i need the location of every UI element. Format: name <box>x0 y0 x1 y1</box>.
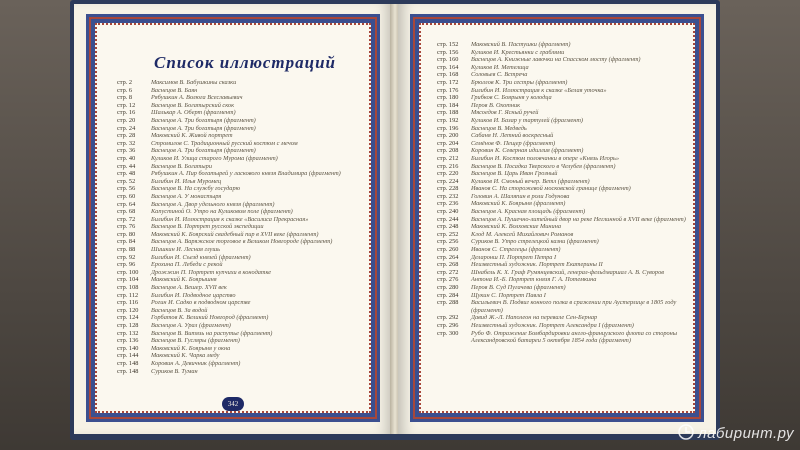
page-reference: стр. 264 <box>437 253 459 261</box>
illustration-caption: Васнецов В. Богатырский скок <box>151 101 235 109</box>
page-reference: стр. 300 <box>437 329 459 337</box>
list-item <box>437 163 705 171</box>
illustration-caption: Васнецов В. Портрет русской экспедиции <box>151 223 264 231</box>
page-reference: стр. 20 <box>117 116 136 124</box>
page-reference: стр. 60 <box>117 192 136 200</box>
page-reference: стр. 220 <box>437 170 459 178</box>
illustration-caption: Куликов И. Смоный вечер. Ветл (фрагмент) <box>471 177 590 185</box>
illustration-caption: Васнецов В. Посадка Тверского в Челубея (фрагмент) <box>471 162 616 170</box>
illustration-caption: Щукин С. Портрет Павла I <box>471 291 546 299</box>
list-item <box>117 170 377 178</box>
illustration-caption: Васнецов А. Урал (фрагмент) <box>151 322 231 329</box>
illustration-caption: Васнецов А. Двор удельного князя (фрагмент) <box>151 200 275 208</box>
ornamental-frame <box>86 14 380 422</box>
list-item <box>117 269 377 277</box>
page-reference: стр. 184 <box>437 101 459 109</box>
list-item <box>437 238 705 246</box>
left-page <box>74 4 392 434</box>
illustration-caption: Рябушкин А. Пир богатырей у ласкового князя Владимира (фрагмент) <box>151 170 341 178</box>
illustration-caption: Антона И.-Б. Портрет князя Г. А. Потемкина <box>471 276 597 284</box>
list-item <box>437 94 705 102</box>
list-item <box>117 246 377 254</box>
list-item <box>437 64 705 72</box>
page-reference: стр. 88 <box>117 246 136 254</box>
illustration-caption: Иванов С. Стрелецы (фрагмент) <box>471 246 561 254</box>
list-item <box>437 49 705 57</box>
page-reference: стр. 80 <box>117 230 136 238</box>
page-reference: стр. 144 <box>117 352 139 360</box>
page-reference: стр. 172 <box>437 78 459 86</box>
list-item <box>437 102 705 110</box>
page-reference: стр. 256 <box>437 238 459 246</box>
list-item <box>117 216 377 224</box>
illustration-caption: Горбатов К. Великий Новгород (фрагмент) <box>151 314 269 322</box>
illustration-caption: Васнецов А. Три богатыря (фрагмент) <box>151 147 256 155</box>
page-reference: стр. 8 <box>117 94 133 102</box>
list-item <box>437 71 705 79</box>
list-item <box>117 254 377 262</box>
list-item <box>117 125 377 133</box>
page-reference: стр. 168 <box>437 71 459 79</box>
list-item <box>117 345 377 353</box>
page-reference: стр. 244 <box>437 215 459 223</box>
page-reference: стр. 252 <box>437 230 459 238</box>
illustration-caption: Маковский К. Боярский свадебный пир в XVII веке (фрагмент) <box>151 230 319 238</box>
illustration-caption: Шалькар А. Оберт (фрагмент) <box>151 109 236 117</box>
page-title: Список иллюстраций <box>154 53 336 72</box>
page-reference: стр. 72 <box>117 215 136 223</box>
page-reference: стр. 140 <box>117 344 139 352</box>
page-reference: стр. 76 <box>117 223 136 231</box>
illustration-caption: Неизвестный художник. Портрет Екатерины II <box>471 261 603 269</box>
illustration-caption: Маковский К. Боярышня <box>151 276 217 284</box>
illustration-caption: Васнецов В. Богатыри <box>151 162 212 170</box>
illustration-caption: Васнецов В. Царь Иван Грозный <box>471 170 558 178</box>
list-item <box>437 208 705 216</box>
page-reference: стр. 164 <box>437 63 459 71</box>
list-item <box>117 261 377 269</box>
list-item <box>117 163 377 171</box>
page-reference: стр. 40 <box>117 154 136 162</box>
illustration-caption: Васнецов В. Баян <box>151 86 198 94</box>
list-item <box>437 246 705 254</box>
list-item <box>437 155 705 163</box>
page-reference: стр. 176 <box>437 86 459 94</box>
page-reference: стр. 288 <box>437 299 459 307</box>
list-item <box>437 299 705 314</box>
page-reference: стр. 132 <box>117 329 139 337</box>
illustration-caption: Ерохина П. Лебеди с рекой <box>151 261 223 269</box>
list-item <box>437 216 705 224</box>
illustration-caption: Маковский К. Боярыня (фрагмент) <box>471 200 566 208</box>
page-reference: стр. 292 <box>437 314 459 322</box>
list-item <box>437 276 705 284</box>
page-reference: стр. 208 <box>437 147 459 155</box>
illustration-caption: Деларонш П. Портрет Петра I <box>471 253 557 261</box>
page-reference: стр. 28 <box>117 132 136 140</box>
page-reference: стр. 104 <box>117 276 139 284</box>
illustration-caption: Семёнов Ф. Пещер (фрагмент) <box>471 139 556 147</box>
illustration-caption: Капустиной О. Утро на Куликовом поле (фрагмент) <box>151 208 293 216</box>
page-reference: стр. 92 <box>117 253 136 261</box>
illustration-caption: Маковский К. Чарка меду <box>151 352 220 360</box>
list-item <box>437 231 705 239</box>
list-item <box>437 314 705 322</box>
list-item <box>117 147 377 155</box>
illustration-caption: Билибин И. Костюм половчанки в опере «Князь Игорь» <box>471 154 619 162</box>
list-item <box>437 330 705 345</box>
page-reference: стр. 48 <box>117 170 136 178</box>
list-item <box>117 314 377 322</box>
illustration-caption: Маковский К. Боярыня у окна <box>151 344 231 352</box>
list-item <box>437 200 705 208</box>
page-reference: стр. 272 <box>437 268 459 276</box>
list-item <box>117 79 377 87</box>
list-item <box>437 269 705 277</box>
illustration-caption: Иванов С. На сторожевой московской границе (фрагмент) <box>471 185 631 193</box>
page-reference: стр. 96 <box>117 261 136 269</box>
list-item <box>437 132 705 140</box>
list-item <box>437 147 705 155</box>
list-item <box>117 117 377 125</box>
illustration-caption: Васнецов А. Три богатыря (фрагмент) <box>151 116 256 124</box>
page-reference: стр. 296 <box>437 321 459 329</box>
list-item <box>117 360 377 368</box>
illustration-caption: Васильевич В. Подвиг конного полка в сражении при Аустерлице в 1805 году (фрагмент) <box>471 299 677 314</box>
illustration-caption: Головин А. Шаляпин в роли Годунова <box>471 192 570 200</box>
illustration-caption: Васнецов А. Варяжское торговое в Великом Новгороде (фрагмент) <box>151 238 333 246</box>
list-item <box>437 261 705 269</box>
illustration-caption: Васнецов А. Пушечно-литейный двор на реке Неглинной в XVII веке (фрагмент) <box>471 215 686 223</box>
illustration-caption: Коровин А. Девичник (фрагмент) <box>151 359 241 367</box>
page-reference: стр. 248 <box>437 223 459 231</box>
page-reference: стр. 120 <box>117 306 139 314</box>
illustration-caption: Билибин И. Подводное царство <box>151 291 236 299</box>
page-reference: стр. 68 <box>117 208 136 216</box>
list-item <box>437 170 705 178</box>
illustration-caption: Шишкин И. Лесная глушь <box>151 246 220 254</box>
watermark <box>678 424 794 442</box>
page-reference: стр. 52 <box>117 177 136 185</box>
page-reference: стр. 148 <box>117 359 139 367</box>
list-item <box>437 292 705 300</box>
list-item <box>437 79 705 87</box>
page-reference: стр. 224 <box>437 177 459 185</box>
page-reference: стр. 200 <box>437 132 459 140</box>
page-reference: стр. 260 <box>437 246 459 254</box>
page-reference: стр. 228 <box>437 185 459 193</box>
labirint-logo-icon <box>678 424 694 440</box>
page-reference: стр. 148 <box>117 367 139 375</box>
page-reference: стр. 196 <box>437 124 459 132</box>
illustration-caption: Билибин И. Съезд князей (фрагмент) <box>151 253 251 261</box>
list-item <box>437 87 705 95</box>
page-reference: стр. 212 <box>437 154 459 162</box>
page-reference: стр. 152 <box>437 41 459 48</box>
illustration-list-left <box>117 79 377 375</box>
list-item <box>117 155 377 163</box>
list-item <box>117 193 377 201</box>
illustration-caption: Билибин И. Илья Муромец <box>151 177 222 185</box>
watermark-text: лабиринт.ру <box>698 425 794 442</box>
list-item <box>117 292 377 300</box>
illustration-caption: Куликов И. Крестьянки с граблями <box>471 48 565 56</box>
illustration-caption: Максимов В. Бабушкины сказки <box>151 79 237 86</box>
page-reference: стр. 232 <box>437 192 459 200</box>
list-item <box>117 132 377 140</box>
illustration-caption: Рубо Ф. Отражение Бомбардировки англо-французского флота со стороны Александровской батареи 5 октября 1854 года (фрагмент) <box>471 329 678 345</box>
illustration-caption: Суриков В. Утро стрелецкой казни (фрагмент) <box>471 238 599 246</box>
illustration-caption: Давид Ж.-Л. Наполеон на перевале Сен-Бернар <box>471 314 598 322</box>
illustration-caption: Рябушкин А. Волюга Всеславьевич <box>151 94 243 102</box>
page-number-badge: 342 <box>222 397 244 411</box>
illustration-caption: Васнецов А. Красная площадь (фрагмент) <box>471 208 586 216</box>
page-reference: стр. 84 <box>117 238 136 246</box>
list-item <box>437 193 705 201</box>
illustration-caption: Клод М. Алексей Михайлович Романов <box>471 230 574 238</box>
page-reference: стр. 128 <box>117 322 139 329</box>
list-item <box>117 208 377 216</box>
page-reference: стр. 124 <box>117 314 139 322</box>
list-item <box>437 223 705 231</box>
list-item <box>437 178 705 186</box>
illustration-caption: Коровин К. Северная идиллия (фрагмент) <box>471 147 584 155</box>
illustration-list-right <box>437 41 705 345</box>
illustration-caption: Васнецов А. У монастыря <box>151 192 222 200</box>
page-reference: стр. 108 <box>117 284 139 292</box>
page-reference: стр. 180 <box>437 94 459 102</box>
list-item <box>117 201 377 209</box>
list-item <box>437 322 705 330</box>
page-reference: стр. 6 <box>117 86 133 94</box>
illustration-caption: Маковский К. Волховские Минина <box>471 223 561 231</box>
page-reference: стр. 116 <box>117 299 139 307</box>
illustration-caption: Мясоедов Г. Ясный ручей <box>471 109 539 117</box>
list-item <box>437 117 705 125</box>
illustration-caption: Маковский В. Пастушки (фрагмент) <box>471 41 571 48</box>
page-reference: стр. 236 <box>437 200 459 208</box>
list-item <box>117 178 377 186</box>
list-item <box>437 185 705 193</box>
page-reference: стр. 44 <box>117 162 136 170</box>
page-reference: стр. 136 <box>117 337 139 345</box>
list-item <box>437 284 705 292</box>
list-item <box>437 140 705 148</box>
list-item <box>437 125 705 133</box>
illustration-caption: Васнецов В. Медведь <box>471 124 527 132</box>
list-item <box>117 322 377 330</box>
illustration-caption: Куликов И. Базар у тартулей (фрагмент) <box>471 116 584 124</box>
illustration-caption: Шнабель К. Х. Граф Румянцевский, генерал-фельдмаршал А. В. Суворов <box>471 268 664 276</box>
page-reference: стр. 100 <box>117 268 139 276</box>
page-reference: стр. 36 <box>117 147 136 155</box>
list-item <box>117 330 377 338</box>
page-reference: стр. 276 <box>437 276 459 284</box>
list-item <box>117 223 377 231</box>
ornamental-frame <box>410 14 704 422</box>
list-item <box>117 102 377 110</box>
illustration-caption: Васнецов В. Витязь на распутье (фрагмент) <box>151 329 273 337</box>
list-item <box>437 254 705 262</box>
page-reference: стр. 284 <box>437 291 459 299</box>
list-item <box>117 337 377 345</box>
list-item <box>117 87 377 95</box>
right-page <box>398 4 716 434</box>
illustration-caption: Неизвестный художник. Портрет Александра I (фрагмент) <box>471 321 634 329</box>
illustration-caption: Дрожжин П. Портрет купчихи в конодатке <box>151 268 272 276</box>
page-reference: стр. 64 <box>117 200 136 208</box>
list-item <box>117 299 377 307</box>
illustration-caption: Рогин И. Садко в подводном царстве <box>151 299 251 307</box>
illustration-caption: Васнецов А. Вешер. XVII век <box>151 284 227 292</box>
illustration-caption: Билибин И. Иллюстрация к сказке «Белая уточка» <box>471 86 607 94</box>
page-reference: стр. 188 <box>437 109 459 117</box>
list-item <box>117 276 377 284</box>
page-reference: стр. 160 <box>437 56 459 64</box>
illustration-caption: Маковский К. Живой портрет <box>151 132 233 140</box>
page-reference: стр. 268 <box>437 261 459 269</box>
page-reference: стр. 56 <box>117 185 136 193</box>
illustration-caption: Брюллов К. Три сестры (фрагмент) <box>471 78 568 86</box>
illustration-caption: Куликов И. Улица старого Мурома (фрагмент) <box>151 154 278 162</box>
list-item <box>117 238 377 246</box>
page-reference: стр. 204 <box>437 139 459 147</box>
page-reference: стр. 156 <box>437 48 459 56</box>
list-item <box>117 140 377 148</box>
illustration-caption: Перов В. Охотник <box>471 101 521 109</box>
illustration-caption: Соловьев С. Встреча <box>471 71 528 79</box>
list-item <box>117 109 377 117</box>
list-item <box>117 307 377 315</box>
illustration-caption: Васнецов В. За водой <box>151 306 208 314</box>
illustration-caption: Суриков В. Туман <box>151 367 198 375</box>
list-item <box>117 352 377 360</box>
page-reference: стр. 240 <box>437 208 459 216</box>
page-reference: стр. 12 <box>117 101 136 109</box>
page-reference: стр. 280 <box>437 284 459 291</box>
page-reference: стр. 2 <box>117 79 133 86</box>
list-item <box>437 109 705 117</box>
page-reference: стр. 16 <box>117 109 136 117</box>
illustration-caption: Васнецов А. Три богатыря (фрагмент) <box>151 124 256 132</box>
illustration-caption: Перов В. Суд Пугачева (фрагмент) <box>471 284 566 291</box>
list-item <box>117 368 377 376</box>
page-reference: стр. 24 <box>117 124 136 132</box>
list-item <box>117 185 377 193</box>
list-item <box>117 231 377 239</box>
illustration-caption: Васнецов В. Гусляры (фрагмент) <box>151 337 240 345</box>
illustration-caption: Куликов И. Метелица <box>471 63 529 71</box>
page-reference: стр. 32 <box>117 139 136 147</box>
page-reference: стр. 216 <box>437 162 459 170</box>
page-reference: стр. 112 <box>117 291 139 299</box>
list-item <box>117 94 377 102</box>
illustration-caption: Васнецов А. Книжные лавочки на Спасском мосту (фрагмент) <box>471 56 641 64</box>
list-item <box>437 56 705 64</box>
illustration-caption: Стромилов С. Традиционный русский костюм с мечом <box>151 139 298 147</box>
illustration-caption: Грибков С. Боярыня у колодца <box>471 94 552 102</box>
list-item <box>437 41 705 49</box>
illustration-caption: Сабаня Н. Летний воскресный <box>471 132 554 140</box>
illustration-caption: Васнецов В. На службу государю <box>151 185 241 193</box>
page-reference: стр. 192 <box>437 116 459 124</box>
list-item <box>117 284 377 292</box>
illustration-caption: Билибин И. Иллюстрация к сказке «Василиса Прекрасная» <box>151 215 309 223</box>
